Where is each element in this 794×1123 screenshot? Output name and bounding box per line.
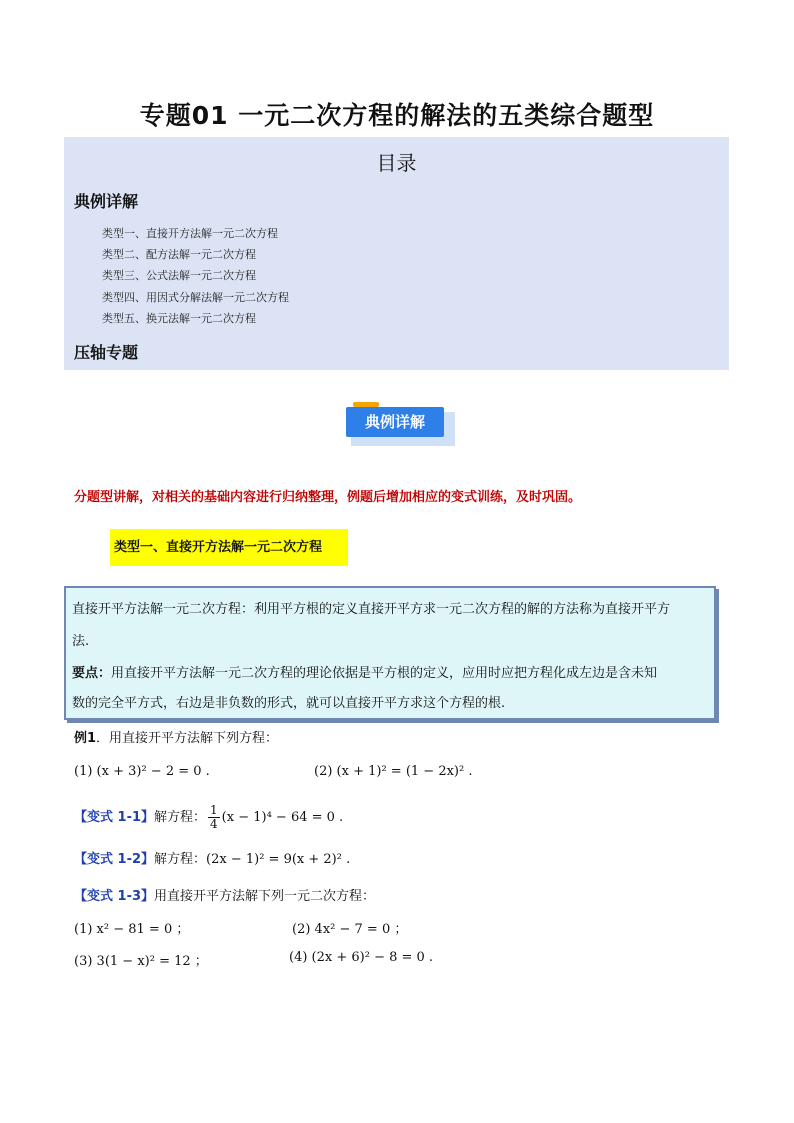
variant-1-1-label: 【变式 1-1】 [74,810,155,825]
variant-1-2-equation: (2x − 1)² = 9(x + 2)² . [206,852,351,867]
example-1-prompt [74,727,278,746]
variant-1-1-equation: (x − 1)⁴ − 64 = 0 . [221,810,344,825]
toc-item-type4[interactable]: 类型四、用因式分解法解一元二次方程 [102,291,289,304]
sub-equation-2: (2) 4x² − 7 = 0 ； [292,922,408,937]
badge-label: 典例详解 [346,407,444,437]
example-label: 例1 [74,731,97,746]
definition-box [64,586,716,720]
fraction-one-quarter [208,804,220,831]
sub-equation-1: (1) x² − 81 = 0 ； [74,922,190,937]
toc-section-advanced[interactable]: 压轴专题 [74,343,139,362]
definition-line-2: 法. [72,634,90,649]
definition-line-4: 数的完全平方式，右边是非负数的形式，就可以直接开平方求这个方程的根. [72,696,506,711]
variant-1-2-text: 解方程： [154,852,207,867]
page-title: 专题01 一元二次方程的解法的五类综合题型 [139,101,655,130]
toc-item-type2[interactable]: 类型二、配方法解一元二次方程 [102,248,256,261]
key-points-label: 要点： [72,666,112,681]
variant-1-2-label: 【变式 1-2】 [74,852,155,867]
table-of-contents [64,137,729,370]
toc-item-type3[interactable]: 类型三、公式法解一元二次方程 [102,269,256,282]
variant-1-3 [74,885,375,904]
toc-heading: 目录 [376,151,417,175]
variant-1-2 [74,848,350,867]
definition-line-1: 直接开平方法解一元二次方程：利用平方根的定义直接开平方求一元二次方程的解的方法称为直接开平方 [72,602,671,617]
example-eq-1: (1) (x + 3)² − 2 = 0 . [74,764,210,779]
example-text: ．用直接开平方法解下列方程： [96,731,279,746]
section-badge [343,402,453,446]
variant-1-3-label: 【变式 1-3】 [74,889,155,904]
variant-1-1 [74,804,343,831]
sub-equation-4: (4) (2x + 6)² − 8 = 0 . [289,950,434,965]
example-eq-2: (2) (x + 1)² = (1 − 2x)² . [314,764,473,779]
key-points-text: 用直接开平方法解一元二次方程的理论依据是平方根的定义，应用时应把方程化成左边是含未知 [111,666,658,681]
sub-equation-3: (3) 3(1 − x)² = 12 ； [74,954,208,969]
fraction-denominator: 4 [210,817,218,831]
toc-item-type5[interactable]: 类型五、换元法解一元二次方程 [102,312,256,325]
variant-1-1-text: 解方程： [154,810,207,825]
type-heading: 类型一、直接开方法解一元二次方程 [110,529,348,566]
variant-1-3-text: 用直接开平方法解下列一元二次方程： [154,889,376,904]
intro-note: 分题型讲解，对相关的基础内容进行归纳整理，例题后增加相应的变式训练，及时巩固。 [74,490,582,505]
toc-item-type1[interactable]: 类型一、直接开方法解一元二次方程 [102,227,278,240]
key-points-line [72,662,657,681]
fraction-numerator: 1 [210,803,218,817]
toc-section-examples[interactable]: 典例详解 [74,192,139,211]
